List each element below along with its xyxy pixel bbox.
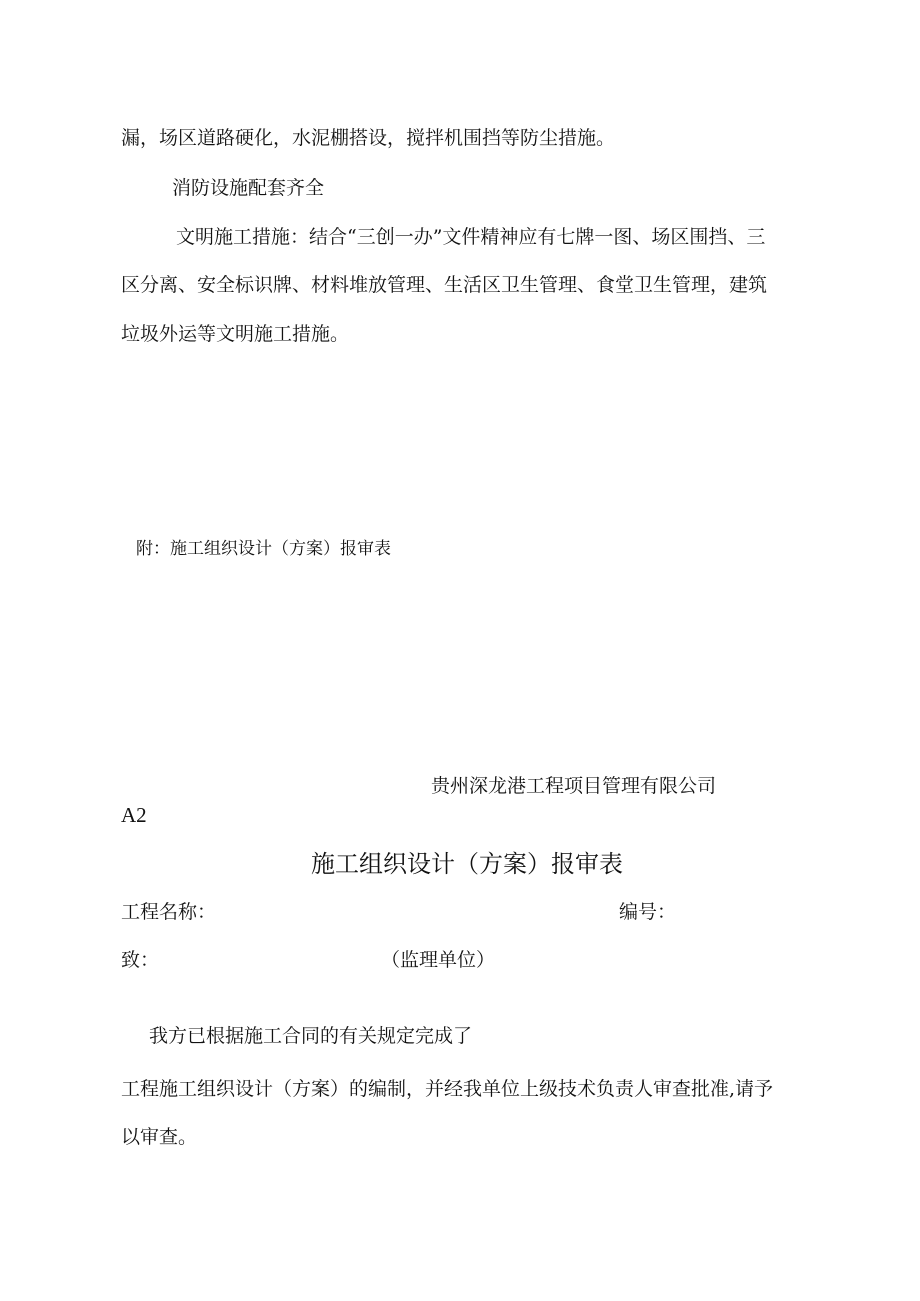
company-name: 贵州深龙港工程项目管理有限公司 xyxy=(431,775,717,797)
paragraph-fire-facilities: 消防设施配套齐全 xyxy=(172,177,325,199)
project-name-label: 工程名称： xyxy=(121,901,217,923)
supervisor-unit-label: （监理单位） xyxy=(381,949,496,971)
attachment-note: 附：施工组织设计（方案）报审表 xyxy=(136,539,391,559)
form-body-line2: 工程施工组织设计（方案）的编制，并经我单位上级技术负责人审查批准,请予 xyxy=(121,1078,774,1100)
form-code: A2 xyxy=(121,803,147,827)
paragraph-dust-measures: 漏，场区道路硬化，水泥棚搭设，搅拌机围挡等防尘措施。 xyxy=(121,127,616,149)
paragraph-civilized-construction-line2: 区分离、安全标识牌、材料堆放管理、生活区卫生管理、食堂卫生管理，建筑 xyxy=(121,274,768,296)
form-body-line3: 以审查。 xyxy=(121,1126,198,1148)
paragraph-civilized-construction-line1: 文明施工措施：结合“三创一办”文件精神应有七牌一图、场区围挡、三 xyxy=(176,226,766,248)
to-label: 致： xyxy=(121,949,160,971)
paragraph-civilized-construction-line3: 垃圾外运等文明施工措施。 xyxy=(121,323,350,345)
number-label: 编号： xyxy=(619,901,677,923)
form-body-line1: 我方已根据施工合同的有关规定完成了 xyxy=(149,1025,473,1047)
form-title: 施工组织设计（方案）报审表 xyxy=(311,850,623,878)
